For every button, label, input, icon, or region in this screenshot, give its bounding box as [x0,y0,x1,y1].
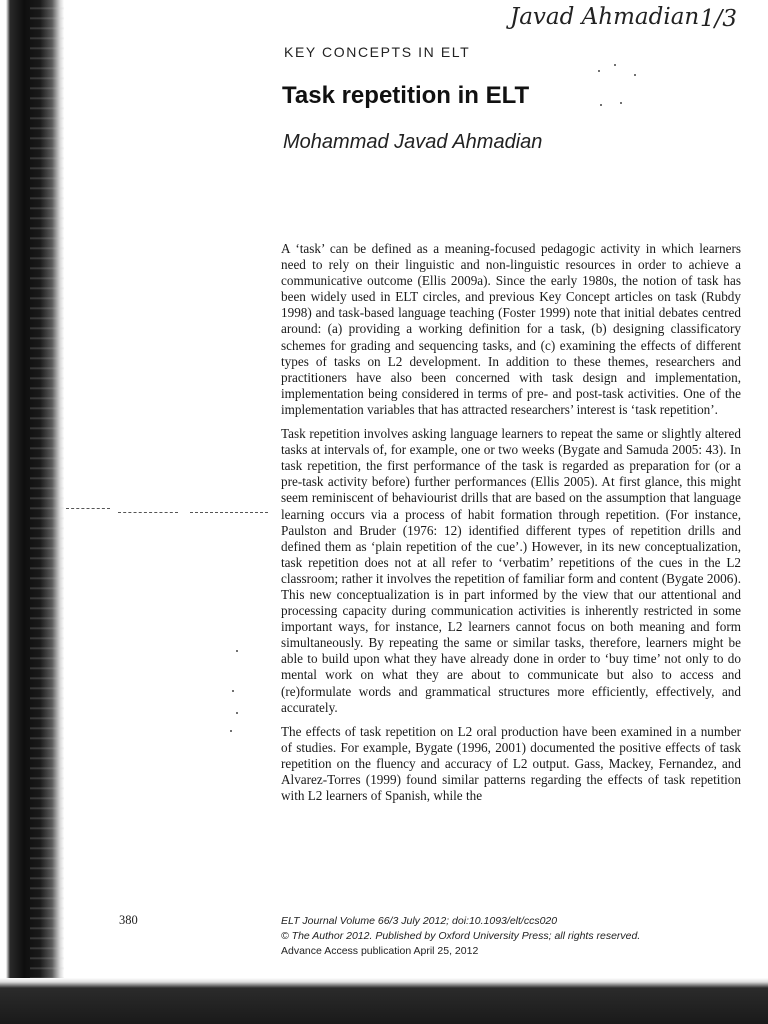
article-body [281,241,741,812]
scan-speck [620,102,622,104]
page-bottom-edge [0,978,768,1024]
copyright-line: © The Author 2012. Published by Oxford University Press; all rights reserved. [281,930,641,942]
handwritten-page-fraction: 1/3 [700,6,738,32]
advance-access-line: Advance Access publication April 25, 2012 [281,945,479,957]
scan-speck [236,650,238,652]
scan-speck [230,730,232,732]
series-kicker: KEY CONCEPTS IN ELT [284,44,471,60]
scan-speck [236,712,238,714]
scan-speck [614,64,616,66]
article-author: Mohammad Javad Ahmadian [283,131,543,153]
body-paragraph: Task repetition involves asking language learners to repeat the same or slightly altered tasks at intervals of, for example, one or two weeks (Bygate and Samuda 2005: 43). In task repetition, the first performance of the task is regarded as preparation for (or a pre-task activity before) further performances (Ellis 2005). At first glance, this might seem reminiscent of behaviourist drills that are based on the assumption that language learning occurs via a process of habit formation through repetition. (For instance, Paulston and Bruder (1976: 12) identified different types of repetition drills and defined them as ‘plain repetition of the cue’.) However, in its new conceptualization, task repetition does not at all refer to ‘verbatim’ repetitions of the cues in the L2 classroom; rather it involves the repetition of familiar form and content (Bygate 2006). This new conceptualization is in part informed by the view that our attentional and processing capacity during communication activities is inherently restricted in some important ways, for instance, L2 learners cannot focus on both meaning and form simultaneously. By repeating the same or similar tasks, therefore, learners might be able to build upon what they have already done in order to ‘buy time’ not only to do mental work on what they are about to communicate but also to access and (re)formulate words and grammatical structures more efficiently, effectively, and accurately. [281,426,741,715]
page-number: 380 [119,913,138,927]
journal-footer [281,914,741,959]
scan-speck [232,690,234,692]
scan-mark [190,512,268,513]
scan-mark [118,512,178,513]
article-title: Task repetition in ELT [282,82,530,109]
scan-speck [600,104,602,106]
scan-mark [66,508,110,509]
body-paragraph: The effects of task repetition on L2 oral production have been examined in a number of studies. For example, Bygate (1996, 2001) documented the positive effects of task repetition on the fluency and accuracy of L2 output. Gass, Mackey, Fernandez, and Alvarez-Torres (1999) found similar patterns regarding the effects of task repetition with L2 learners of Spanish, while the [281,723,741,804]
scan-speck [598,70,600,72]
binding-texture [30,0,64,1024]
handwritten-name: Javad Ahmadian [510,4,700,30]
scan-speck [634,74,636,76]
body-paragraph: A ‘task’ can be defined as a meaning-focused pedagogic activity in which learners need to rely on their linguistic and non-linguistic resources in order to achieve a communicative outcome (Ellis 2009a). Since the early 1980s, the notion of task has been widely used in ELT circles, and previous Key Concept articles on task (Rubdy 1998) and task-based language teaching (Foster 1999) note that initial debates centred around: (a) providing a working definition for a task, (b) designing classificatory schemes for grading and sequencing tasks, and (c) examining the effects of different types of tasks on L2 development. In addition to these themes, researchers and practitioners have also been concerned with task design and implementation, implementation being considered in terms of pre- and post-task activities. One of the implementation variables that has attracted researchers’ interest is ‘task repetition’. [281,241,741,417]
journal-citation: ELT Journal Volume 66/3 July 2012; doi:10.1093/elt/ccs020 [281,915,558,927]
